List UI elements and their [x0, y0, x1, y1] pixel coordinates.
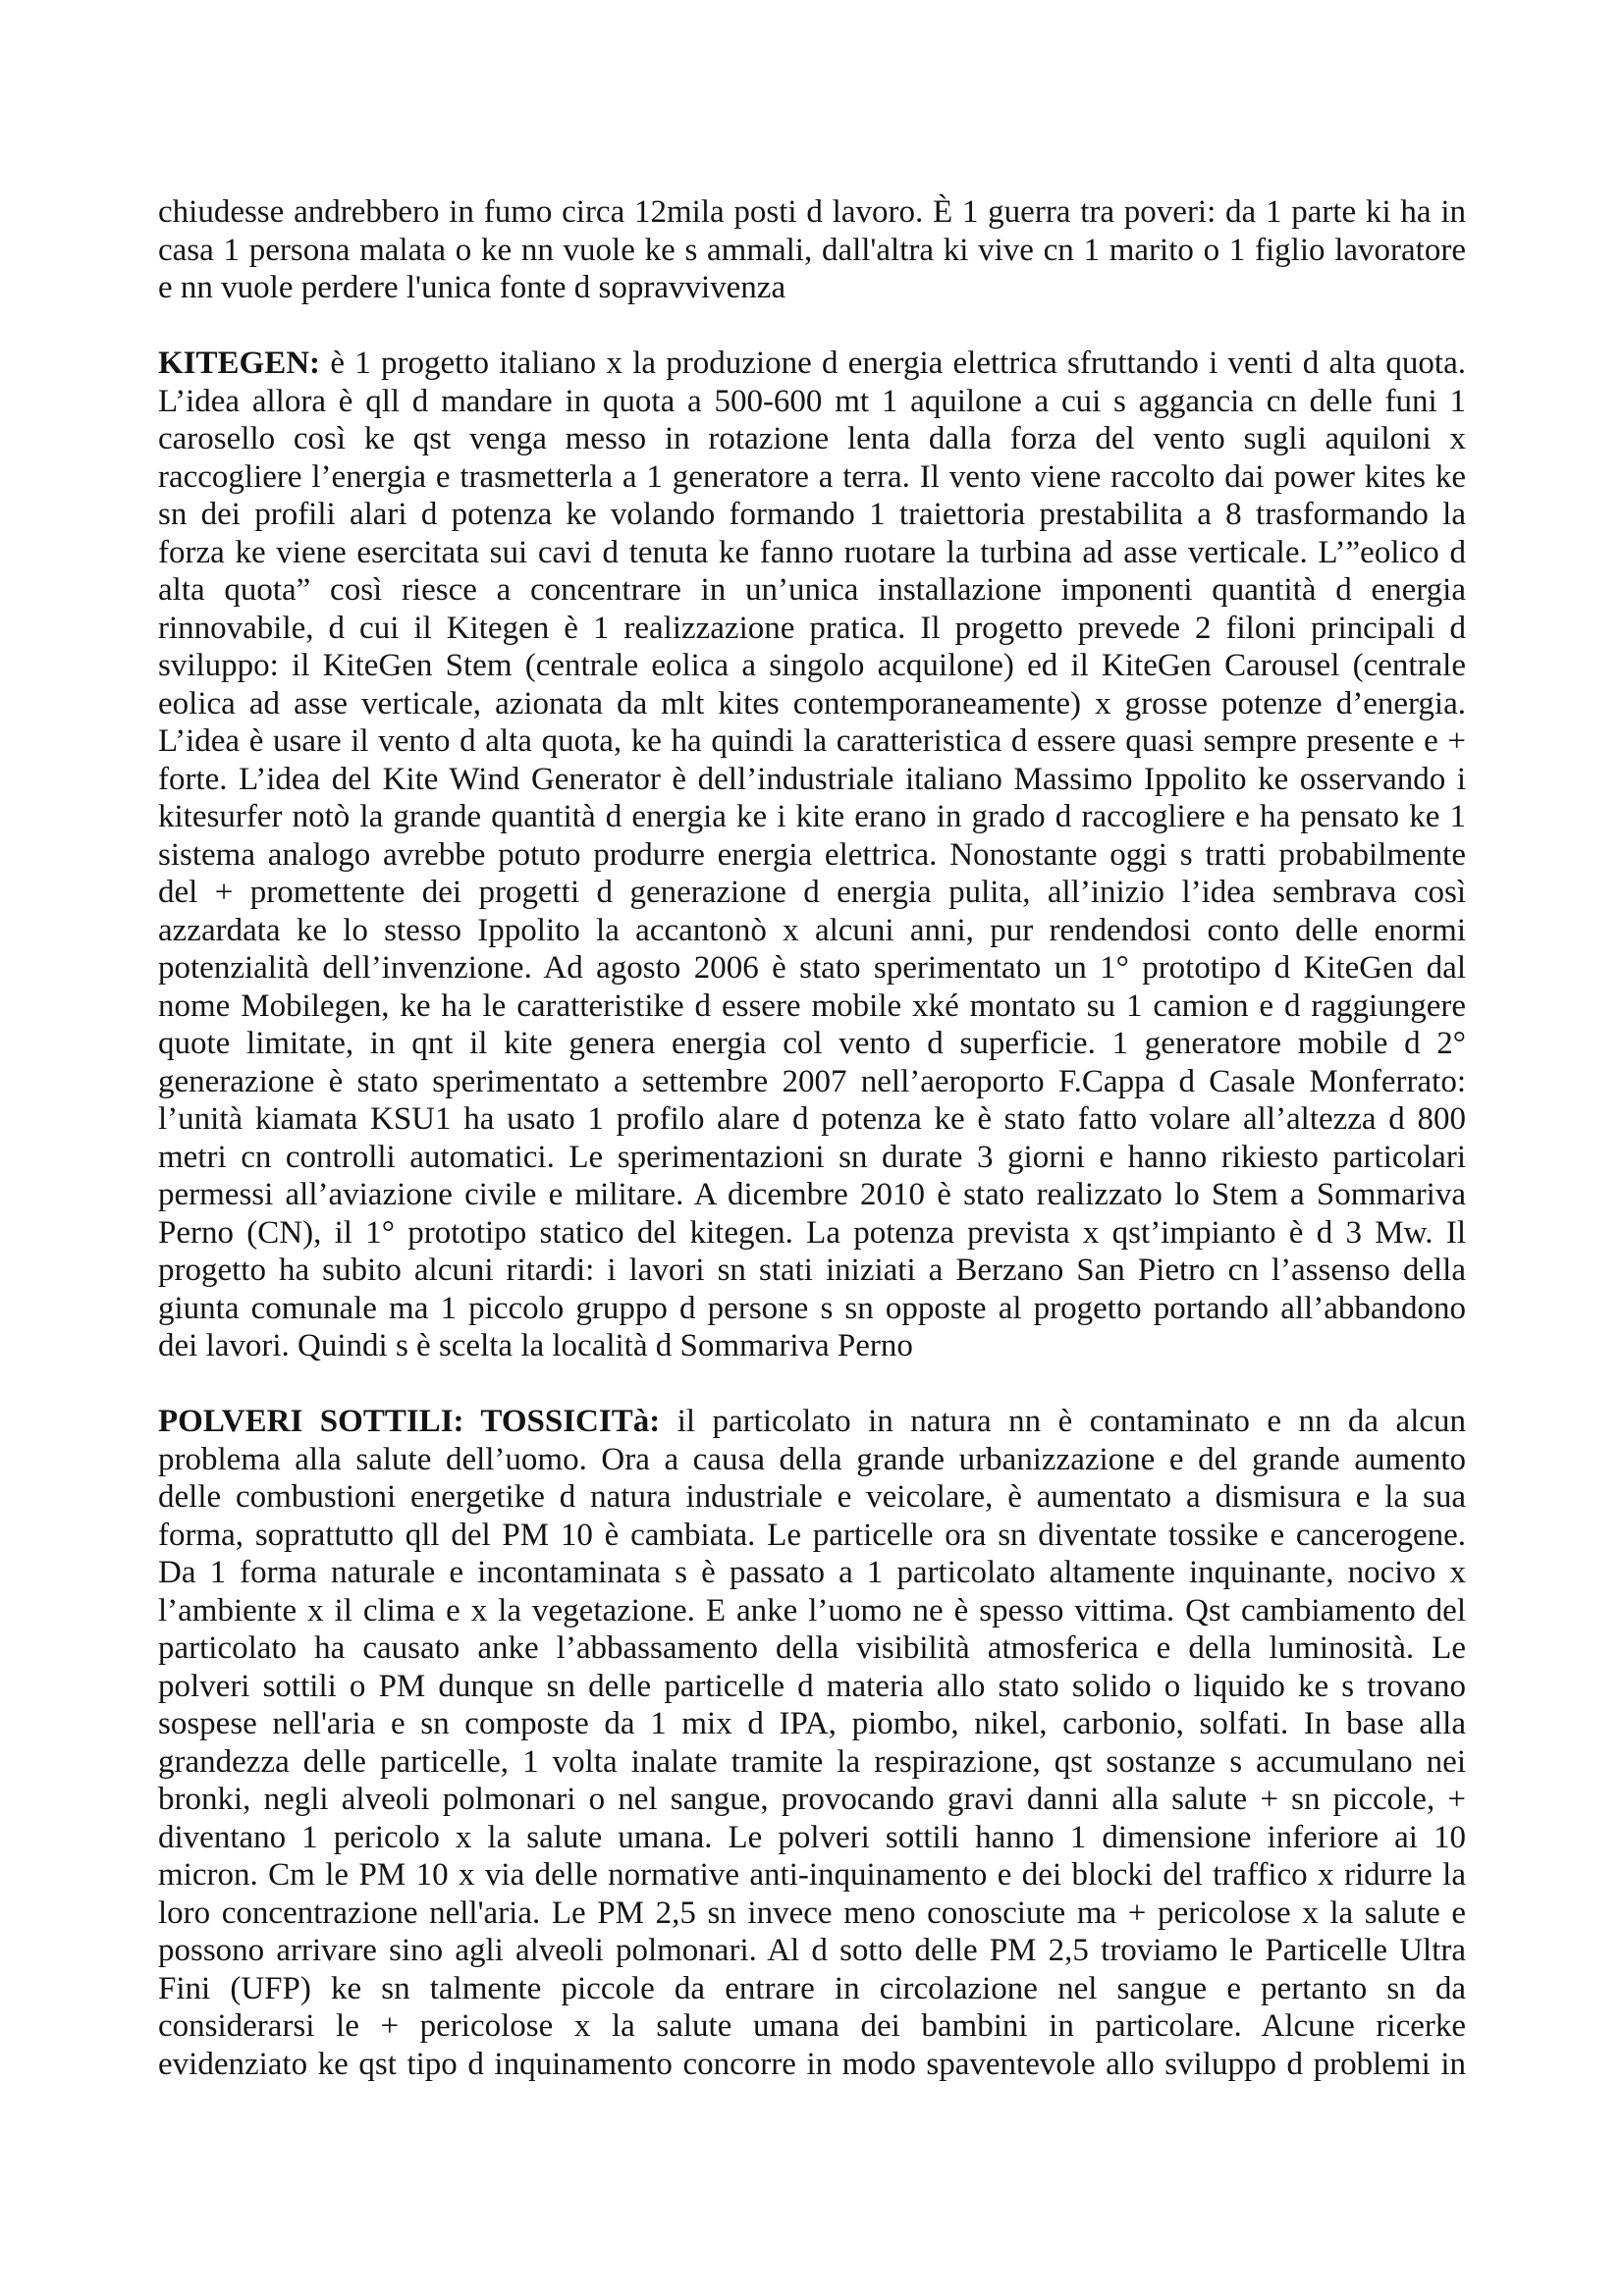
text-line: azzardata ke lo stesso Ippolito la accantonò x alcuni anni, pur rendendosi conto delle enormi [158, 912, 1466, 948]
text-line: forza ke viene esercitata sui cavi d tenuta ke fanno ruotare la turbina ad asse verticale. L’”eolico d [158, 534, 1466, 570]
text-line: nome Mobilegen, ke ha le caratteristike d essere mobile xké montato su 1 camion e d raggiungere [158, 988, 1466, 1024]
text-line: sviluppo: il KiteGen Stem (centrale eolica a singolo acquilone) ed il KiteGen Carousel (centrale [158, 648, 1466, 683]
text-line: forte. L’idea del Kite Wind Generator è dell’industriale italiano Massimo Ippolito ke osservando i [158, 761, 1466, 797]
text-line: metri cn controlli automatici. Le sperimentazioni sn durate 3 giorni e hanno rikiesto particolari [158, 1139, 1466, 1175]
text-line: del + promettente dei progetti d generazione d energia pulita, all’inizio l’idea sembrava così [158, 875, 1466, 910]
text-line: Perno (CN), il 1° prototipo statico del kitegen. La potenza prevista x qst’impianto è d 3 Mw. Il [158, 1214, 1466, 1251]
text-line: forma, soprattutto qll del PM 10 è cambiata. Le particelle ora sn diventate tossike e cancerogene. [158, 1517, 1466, 1553]
text-line: l’unità kiamata KSU1 ha usato 1 profilo alare d potenza ke è stato fatto volare all’altezza d 800 [158, 1101, 1466, 1137]
section-heading-polveri-sottili: POLVERI SOTTILI: TOSSICITà: [158, 1404, 661, 1439]
text-line: possono arrivare sino agli alveoli polmonari. Al d sotto delle PM 2,5 troviamo le Particelle Ultra [158, 1933, 1466, 1968]
paragraph-intro [158, 193, 1466, 307]
text-line: alta quota” così riesce a concentrare in un’unica installazione imponenti quantità d energia [158, 572, 1466, 608]
text-line: evidenziato ke qst tipo d inquinamento concorre in modo spaventevole allo sviluppo d problemi in [158, 2046, 1466, 2082]
text-line: L’idea allora è qll d mandare in quota a 500-600 mt 1 aquilone a cui s aggancia cn delle funi 1 [158, 383, 1466, 419]
text-line: bronki, negli alveoli polmonari o nel sangue, provocando gravi danni alla salute + sn piccole, + [158, 1782, 1466, 1817]
text-line-content: il particolato in natura nn è contaminato e nn da alcun [676, 1404, 1467, 1439]
text-line: l’ambiente x il clima e x la vegetazione. E anke l’uomo ne è spesso vittima. Qst cambiamento del [158, 1592, 1466, 1629]
text-line: rinnovabile, d cui il Kitegen è 1 realizzazione pratica. Il progetto prevede 2 filoni principali d [158, 610, 1466, 646]
text-line: micron. Cm le PM 10 x via delle normative anti-inquinamento e dei blocki del traffico x ridurre la [158, 1857, 1466, 1893]
paragraph-kitegen [158, 345, 1466, 1365]
text-line: sn dei profili alari d potenza ke volando formando 1 traiettoria prestabilita a 8 trasformando la [158, 497, 1466, 532]
text-line: giunta comunale ma 1 piccolo gruppo d persone s sn opposte al progetto portando all’abbandono [158, 1290, 1466, 1326]
text-line: potenzialità dell’invenzione. Ad agosto 2006 è stato sperimentato un 1° prototipo d KiteGen dal [158, 950, 1466, 986]
text-line: dei lavori. Quindi s è scelta la località d Sommariva Perno [158, 1328, 913, 1363]
text-line [158, 345, 1466, 383]
text-line: particolato ha causato anke l’abbassamento della visibilità atmosferica e della luminosità. Le [158, 1630, 1466, 1666]
text-line-content: è 1 progetto italiano x la produzione d energia elettrica sfruttando i venti d alta quota. [330, 346, 1466, 381]
text-line: chiudesse andrebbero in fumo circa 12mila posti d lavoro. È 1 guerra tra poveri: da 1 parte ki ha in [158, 194, 1466, 230]
paragraph-polveri-sottili [158, 1403, 1466, 2083]
text-line: casa 1 persona malata o ke nn vuole ke s ammali, dall'altra ki vive cn 1 marito o 1 figlio lavoratore [158, 232, 1466, 268]
text-line: sospese nell'aria e sn composte da 1 mix d IPA, piombo, nikel, carbonio, solfati. In base alla [158, 1706, 1466, 1741]
text-line: diventano 1 pericolo x la salute umana. Le polveri sottili hanno 1 dimensione inferiore ai 10 [158, 1819, 1466, 1855]
text-line: sistema analogo avrebbe potuto produrre energia elettrica. Nonostante oggi s tratti probabilmente [158, 836, 1466, 873]
text-line: loro concentrazione nell'aria. Le PM 2,5 sn invece meno conosciute ma + pericolose x la salute e [158, 1895, 1466, 1931]
text-line: e nn vuole perdere l'unica fonte d sopravvivenza [158, 270, 786, 305]
text-line: Fini (UFP) ke sn talmente piccole da entrare in circolazione nel sangue e pertanto sn da [158, 1970, 1466, 2006]
section-heading-kitegen: KITEGEN: [158, 346, 321, 381]
text-line: L’idea è usare il vento d alta quota, ke ha quindi la caratteristica d essere quasi sempre presente e + [158, 723, 1466, 759]
text-line: considerarsi le + pericolose x la salute umana dei bambini in particolare. Alcune ricerke [158, 2008, 1466, 2044]
text-line: delle combustioni energetike d natura industriale e veicolare, è aumentato a dismisura e la sua [158, 1479, 1466, 1515]
text-line: Da 1 forma naturale e incontaminata s è passato a 1 particolato altamente inquinante, nocivo x [158, 1555, 1466, 1590]
text-line: quote limitate, in qnt il kite genera energia col vento d superficie. 1 generatore mobile d 2° [158, 1026, 1466, 1061]
text-line: raccogliere l’energia e trasmetterla a 1 generatore a terra. Il vento viene raccolto dai power kites ke [158, 458, 1466, 495]
text-line: grandezza delle particelle, 1 volta inalate tramite la respirazione, qst sostanze s accumulano nei [158, 1743, 1466, 1780]
text-line: permessi all’aviazione civile e militare. A dicembre 2010 è stato realizzato lo Stem a Sommariva [158, 1177, 1466, 1212]
text-line: polveri sottili o PM dunque sn delle particelle d materia allo stato solido o liquido ke s trovano [158, 1668, 1466, 1704]
text-line: eolica ad asse verticale, azionata da mlt kites contemporaneamente) x grosse potenze d’energia. [158, 685, 1466, 721]
text-line: generazione è stato sperimentato a settembre 2007 nell’aeroporto F.Cappa d Casale Monferrato: [158, 1063, 1466, 1099]
text-line: progetto ha subito alcuni ritardi: i lavori sn stati iniziati a Berzano San Pietro cn l’assenso della [158, 1253, 1466, 1288]
document-body [158, 193, 1466, 2121]
text-line [158, 1403, 1466, 1441]
text-line: carosello così ke qst venga messo in rotazione lenta dalla forza del vento sugli aquiloni x [158, 421, 1466, 456]
text-line: kitesurfer notò la grande quantità d energia ke i kite erano in grado d raccogliere e ha pensato ke 1 [158, 799, 1466, 834]
text-line: problema alla salute dell’uomo. Ora a causa della grande urbanizzazione e del grande aumento [158, 1441, 1466, 1477]
